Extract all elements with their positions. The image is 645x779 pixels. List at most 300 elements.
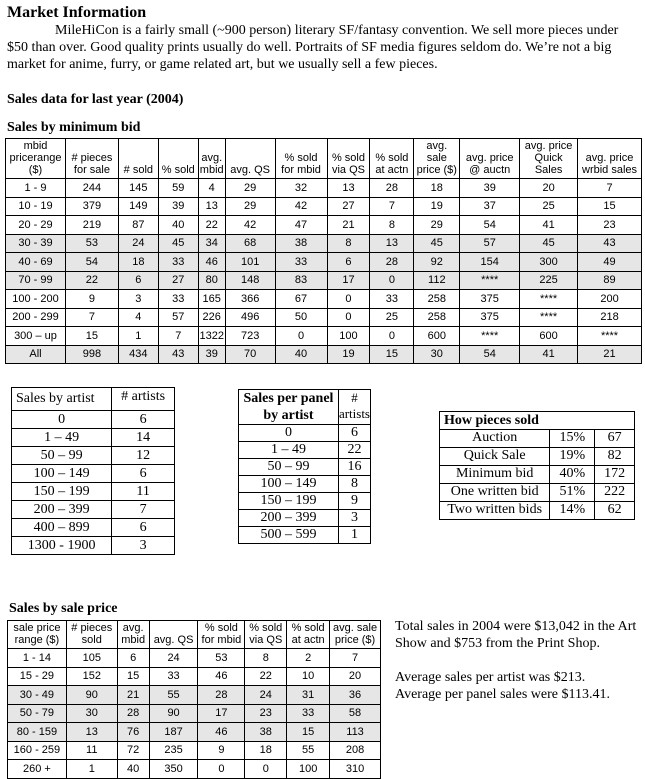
- table-cell: 22: [245, 667, 287, 686]
- table-cell: Quick Sale: [440, 448, 550, 466]
- table-cell: 8: [327, 234, 370, 253]
- table-cell: 366: [225, 290, 275, 309]
- table-cell: 300 – up: [6, 327, 66, 346]
- table-cell: ****: [520, 290, 578, 309]
- table-cell: 57: [460, 234, 520, 253]
- table-cell: 998: [65, 345, 118, 364]
- table-cell: 12: [112, 447, 175, 465]
- page-title: Market Information: [7, 4, 147, 21]
- table-row: [440, 466, 635, 484]
- table-cell: 20: [520, 179, 578, 198]
- table-cell: 4: [118, 308, 158, 327]
- table-cell: ****: [460, 327, 520, 346]
- table-cell: 39: [158, 197, 198, 216]
- table-cell: 100 – 149: [12, 465, 112, 483]
- how-pieces-sold-table: [439, 411, 635, 520]
- table-row: [239, 459, 371, 476]
- sales-by-sale-price-table: [7, 620, 381, 779]
- table-title: How pieces sold: [440, 412, 635, 430]
- avg-per-panel-note: Average per panel sales were $113.41.: [395, 687, 610, 702]
- column-header: % sold at actn: [370, 139, 414, 179]
- table-cell: 375: [460, 290, 520, 309]
- table-cell: 21: [117, 686, 149, 705]
- table-cell: 18: [414, 179, 460, 198]
- table-row: [6, 271, 642, 290]
- table-cell: 92: [414, 253, 460, 272]
- table-cell: 100: [287, 760, 330, 779]
- table-cell: 17: [198, 704, 245, 723]
- table-cell: 15%: [550, 430, 595, 448]
- table-cell: 379: [65, 197, 118, 216]
- table-cell: 150 – 199: [12, 483, 112, 501]
- table-cell: 723: [225, 327, 275, 346]
- table-row: [440, 484, 635, 502]
- table-cell: 21: [327, 216, 370, 235]
- table-cell: 23: [578, 216, 642, 235]
- table-cell: 310: [330, 760, 381, 779]
- table-cell: 24: [149, 649, 198, 668]
- table-cell: 21: [578, 345, 642, 364]
- table-cell: 22: [198, 216, 225, 235]
- table-cell: 496: [225, 308, 275, 327]
- table-cell: 218: [578, 308, 642, 327]
- table-cell: 38: [275, 234, 327, 253]
- table-cell: 7: [158, 327, 198, 346]
- table-cell: 9: [198, 741, 245, 760]
- table-cell: 600: [520, 327, 578, 346]
- table-cell: 0: [198, 760, 245, 779]
- table-cell: ****: [578, 327, 642, 346]
- table-cell: 14: [112, 429, 175, 447]
- table-row: [8, 704, 381, 723]
- table-cell: 15: [287, 723, 330, 742]
- column-header: avg. price @ auctn: [460, 139, 520, 179]
- avg-per-artist-note: Average sales per artist was $213.: [395, 670, 586, 685]
- table-cell: 22: [65, 271, 118, 290]
- table-cell: 47: [275, 216, 327, 235]
- table-row: [8, 686, 381, 705]
- table-cell: 7: [112, 501, 175, 519]
- table-cell: 33: [149, 667, 198, 686]
- table-cell: 33: [370, 290, 414, 309]
- table-cell: 50 – 99: [239, 459, 339, 476]
- table-cell: 62: [595, 502, 635, 520]
- table-cell: 30 - 39: [6, 234, 66, 253]
- table-cell: 30: [66, 704, 117, 723]
- table-cell: 54: [460, 345, 520, 364]
- table-cell: 8: [338, 476, 370, 493]
- table-cell: 0: [327, 290, 370, 309]
- table-cell: 46: [198, 723, 245, 742]
- table-cell: 1: [66, 760, 117, 779]
- table-cell: 300: [520, 253, 578, 272]
- table-cell: 24: [118, 234, 158, 253]
- table-cell: 10 - 19: [6, 197, 66, 216]
- sales-per-panel-table: [238, 389, 371, 544]
- table-cell: 15: [65, 327, 118, 346]
- table-row: [239, 527, 371, 544]
- table-cell: 7: [370, 197, 414, 216]
- table-header-row: [8, 621, 381, 649]
- table-row: [12, 447, 175, 465]
- table-cell: 222: [595, 484, 635, 502]
- table-cell: 3: [338, 510, 370, 527]
- table-cell: 6: [327, 253, 370, 272]
- table-cell: 3: [118, 290, 158, 309]
- table-cell: 200: [578, 290, 642, 309]
- table-cell: 15 - 29: [8, 667, 67, 686]
- table-cell: 11: [66, 741, 117, 760]
- table-cell: 54: [460, 216, 520, 235]
- table-cell: 45: [414, 234, 460, 253]
- table-cell: 0: [275, 327, 327, 346]
- table-cell: 31: [287, 686, 330, 705]
- table-cell: 39: [198, 345, 225, 364]
- table-cell: 50 – 99: [12, 447, 112, 465]
- table-cell: 14%: [550, 502, 595, 520]
- column-header: avg. price Quick Sales: [520, 139, 578, 179]
- table-cell: 152: [66, 667, 117, 686]
- table-cell: 225: [520, 271, 578, 290]
- table-cell: 1 – 49: [12, 429, 112, 447]
- table-cell: 200 – 399: [12, 501, 112, 519]
- table-cell: 19%: [550, 448, 595, 466]
- table-cell: 0: [370, 327, 414, 346]
- table-cell: 16: [338, 459, 370, 476]
- table-cell: 8: [245, 649, 287, 668]
- table-cell: 20 - 29: [6, 216, 66, 235]
- column-header: [338, 390, 370, 425]
- table-cell: 90: [149, 704, 198, 723]
- column-header: avg. sale price ($): [330, 621, 381, 649]
- table-cell: 11: [112, 483, 175, 501]
- table-cell: 9: [65, 290, 118, 309]
- table-cell: 15: [578, 197, 642, 216]
- table-cell: 150 – 199: [239, 493, 339, 510]
- table-cell: 200 - 299: [6, 308, 66, 327]
- table-cell: 100 - 200: [6, 290, 66, 309]
- table-header-row: [12, 388, 175, 411]
- table-row: [12, 429, 175, 447]
- table-cell: 34: [198, 234, 225, 253]
- table-cell: 50: [275, 308, 327, 327]
- table-cell: 226: [198, 308, 225, 327]
- table-cell: 57: [158, 308, 198, 327]
- table-cell: 4: [198, 179, 225, 198]
- table-cell: 1 - 9: [6, 179, 66, 198]
- table-cell: 500 – 599: [239, 527, 339, 544]
- table-cell: 23: [245, 704, 287, 723]
- table-cell: 46: [198, 667, 245, 686]
- table-cell: 1300 - 1900: [12, 537, 112, 555]
- table-cell: ****: [460, 271, 520, 290]
- table-cell: 165: [198, 290, 225, 309]
- table-cell: 46: [198, 253, 225, 272]
- table-cell: 37: [460, 197, 520, 216]
- table-cell: 244: [65, 179, 118, 198]
- table-cell: Auction: [440, 430, 550, 448]
- column-header: avg. QS: [225, 139, 275, 179]
- column-header: % sold via QS: [245, 621, 287, 649]
- table-cell: 59: [158, 179, 198, 198]
- table-cell: 19: [327, 345, 370, 364]
- table-cell: One written bid: [440, 484, 550, 502]
- table-cell: 45: [158, 234, 198, 253]
- column-header: % sold for mbid: [198, 621, 245, 649]
- table-cell: 50 - 79: [8, 704, 67, 723]
- table-row: [239, 476, 371, 493]
- table-cell: 600: [414, 327, 460, 346]
- table-row: [12, 519, 175, 537]
- table-cell: 40 - 69: [6, 253, 66, 272]
- table-row: [12, 411, 175, 429]
- table-row: [239, 425, 371, 442]
- table-cell: 258: [414, 308, 460, 327]
- column-header: Sales per panel by artist: [239, 390, 339, 425]
- table-cell: 160 - 259: [8, 741, 67, 760]
- table-cell: 18: [118, 253, 158, 272]
- table-cell: 55: [149, 686, 198, 705]
- table-cell: 33: [158, 253, 198, 272]
- table-cell: 20: [330, 667, 381, 686]
- table-cell: 67: [595, 430, 635, 448]
- table-row: [440, 448, 635, 466]
- table-cell: 25: [370, 308, 414, 327]
- table-cell: 0: [327, 308, 370, 327]
- table-row: [6, 308, 642, 327]
- table-cell: 67: [275, 290, 327, 309]
- sale-price-heading: Sales by sale price: [9, 601, 118, 616]
- table-cell: 19: [414, 197, 460, 216]
- table-cell: All: [6, 345, 66, 364]
- table-cell: 7: [578, 179, 642, 198]
- table-cell: 25: [520, 197, 578, 216]
- table-cell: 33: [275, 253, 327, 272]
- table-cell: 40: [158, 216, 198, 235]
- table-cell: 30 - 49: [8, 686, 67, 705]
- table-row: [6, 234, 642, 253]
- table-cell: 28: [117, 704, 149, 723]
- table-row: [440, 430, 635, 448]
- table-row: [12, 483, 175, 501]
- table-cell: 68: [225, 234, 275, 253]
- table-row: [239, 442, 371, 459]
- column-header: avg. mbid: [198, 139, 225, 179]
- table-cell: 3: [112, 537, 175, 555]
- table-cell: 200 – 399: [239, 510, 339, 527]
- table-cell: 172: [595, 466, 635, 484]
- table-cell: 53: [65, 234, 118, 253]
- table-row: [6, 216, 642, 235]
- table-cell: 83: [275, 271, 327, 290]
- column-header: avg. mbid: [117, 621, 149, 649]
- table-cell: 375: [460, 308, 520, 327]
- table-cell: 28: [198, 686, 245, 705]
- column-header-line: #: [351, 390, 358, 405]
- table-cell: 33: [158, 290, 198, 309]
- column-header: # artists: [112, 388, 175, 411]
- table-cell: 72: [117, 741, 149, 760]
- column-header: % sold at actn: [287, 621, 330, 649]
- table-row: [8, 649, 381, 668]
- column-header: # sold: [118, 139, 158, 179]
- column-header: # pieces for sale: [65, 139, 118, 179]
- table-cell: 235: [149, 741, 198, 760]
- table-cell: 6: [112, 519, 175, 537]
- table-cell: 145: [118, 179, 158, 198]
- table-cell: 350: [149, 760, 198, 779]
- table-cell: 55: [287, 741, 330, 760]
- table-cell: 10: [287, 667, 330, 686]
- table-cell: ****: [520, 308, 578, 327]
- table-cell: 6: [117, 649, 149, 668]
- table-cell: 154: [460, 253, 520, 272]
- sales-by-artist-table: [11, 387, 175, 555]
- intro-paragraph: [7, 22, 639, 73]
- table-cell: 18: [245, 741, 287, 760]
- table-cell: 41: [520, 216, 578, 235]
- table-cell: 30: [414, 345, 460, 364]
- table-cell: 38: [245, 723, 287, 742]
- table-cell: 27: [158, 271, 198, 290]
- table-cell: 89: [578, 271, 642, 290]
- sales-by-minimum-bid-table: [5, 138, 642, 364]
- table-cell: 33: [287, 704, 330, 723]
- table-cell: 49: [578, 253, 642, 272]
- min-bid-heading: Sales by minimum bid: [7, 120, 141, 135]
- table-cell: 87: [118, 216, 158, 235]
- table-cell: 1: [118, 327, 158, 346]
- table-cell: 22: [338, 442, 370, 459]
- table-row: [8, 723, 381, 742]
- table-row: [6, 179, 642, 198]
- table-cell: 36: [330, 686, 381, 705]
- table-cell: 2: [287, 649, 330, 668]
- table-cell: 70 - 99: [6, 271, 66, 290]
- table-cell: 101: [225, 253, 275, 272]
- table-cell: 149: [118, 197, 158, 216]
- table-cell: 70: [225, 345, 275, 364]
- table-cell: 6: [338, 425, 370, 442]
- table-row: [239, 510, 371, 527]
- table-cell: 112: [414, 271, 460, 290]
- table-cell: 40%: [550, 466, 595, 484]
- column-header: # pieces sold: [66, 621, 117, 649]
- table-cell: 82: [595, 448, 635, 466]
- sales-data-heading: Sales data for last year (2004): [7, 92, 184, 107]
- table-row: [440, 502, 635, 520]
- table-cell: 39: [460, 179, 520, 198]
- column-header: mbid pricerange ($): [6, 139, 66, 179]
- table-header-row: [440, 412, 635, 430]
- table-cell: 1 – 49: [239, 442, 339, 459]
- column-header: % sold via QS: [327, 139, 370, 179]
- table-row: [239, 493, 371, 510]
- table-row: [12, 465, 175, 483]
- column-header-line: artists: [338, 406, 370, 421]
- table-cell: 0: [245, 760, 287, 779]
- column-header: avg. sale price ($): [414, 139, 460, 179]
- table-cell: 260 +: [8, 760, 67, 779]
- table-cell: 105: [66, 649, 117, 668]
- table-cell: 13: [66, 723, 117, 742]
- table-cell: 28: [370, 253, 414, 272]
- table-header-row: [239, 390, 371, 425]
- table-cell: 208: [330, 741, 381, 760]
- table-cell: 42: [225, 216, 275, 235]
- table-cell: 13: [198, 197, 225, 216]
- table-cell: 6: [118, 271, 158, 290]
- table-cell: 27: [327, 197, 370, 216]
- table-cell: 6: [112, 411, 175, 429]
- table-row: [8, 667, 381, 686]
- table-cell: 58: [330, 704, 381, 723]
- table-header-row: [6, 139, 642, 179]
- table-cell: 9: [338, 493, 370, 510]
- table-cell: 100: [327, 327, 370, 346]
- table-cell: 1: [338, 527, 370, 544]
- table-cell: 7: [65, 308, 118, 327]
- table-row: [6, 345, 642, 364]
- column-header: Sales by artist: [12, 388, 112, 411]
- intro-text: MileHiCon is a fairly small (~900 person) literary SF/fantasy convention. We sell more pieces under $50 than over. Good quality prints usually do well. Portraits of SF media figures seldom do. We’re not a big market for anime, furry, or game related art, but we usually sell a few pieces.: [7, 23, 619, 72]
- table-cell: 51%: [550, 484, 595, 502]
- table-cell: 148: [225, 271, 275, 290]
- table-cell: 8: [370, 216, 414, 235]
- table-cell: 54: [65, 253, 118, 272]
- column-header: avg. QS: [149, 621, 198, 649]
- table-cell: 80 - 159: [8, 723, 67, 742]
- table-cell: 29: [414, 216, 460, 235]
- table-cell: 400 – 899: [12, 519, 112, 537]
- table-cell: 40: [117, 760, 149, 779]
- table-cell: 13: [327, 179, 370, 198]
- column-header: sale price range ($): [8, 621, 67, 649]
- table-cell: 76: [117, 723, 149, 742]
- table-cell: 0: [12, 411, 112, 429]
- table-row: [12, 501, 175, 519]
- table-row: [6, 327, 642, 346]
- table-cell: Minimum bid: [440, 466, 550, 484]
- table-row: [12, 537, 175, 555]
- table-cell: 43: [158, 345, 198, 364]
- table-cell: 258: [414, 290, 460, 309]
- table-cell: 434: [118, 345, 158, 364]
- table-row: [6, 290, 642, 309]
- table-cell: 29: [225, 197, 275, 216]
- table-cell: 24: [245, 686, 287, 705]
- table-cell: 45: [520, 234, 578, 253]
- table-cell: 113: [330, 723, 381, 742]
- table-cell: 28: [370, 179, 414, 198]
- column-header: % sold: [158, 139, 198, 179]
- table-row: [8, 741, 381, 760]
- table-cell: 15: [370, 345, 414, 364]
- table-cell: 187: [149, 723, 198, 742]
- table-cell: 1322: [198, 327, 225, 346]
- table-cell: 40: [275, 345, 327, 364]
- table-cell: 41: [520, 345, 578, 364]
- table-cell: Two written bids: [440, 502, 550, 520]
- table-cell: 0: [239, 425, 339, 442]
- table-row: [6, 197, 642, 216]
- table-cell: 42: [275, 197, 327, 216]
- table-cell: 6: [112, 465, 175, 483]
- table-cell: 53: [198, 649, 245, 668]
- table-cell: 100 – 149: [239, 476, 339, 493]
- table-cell: 0: [370, 271, 414, 290]
- table-cell: 29: [225, 179, 275, 198]
